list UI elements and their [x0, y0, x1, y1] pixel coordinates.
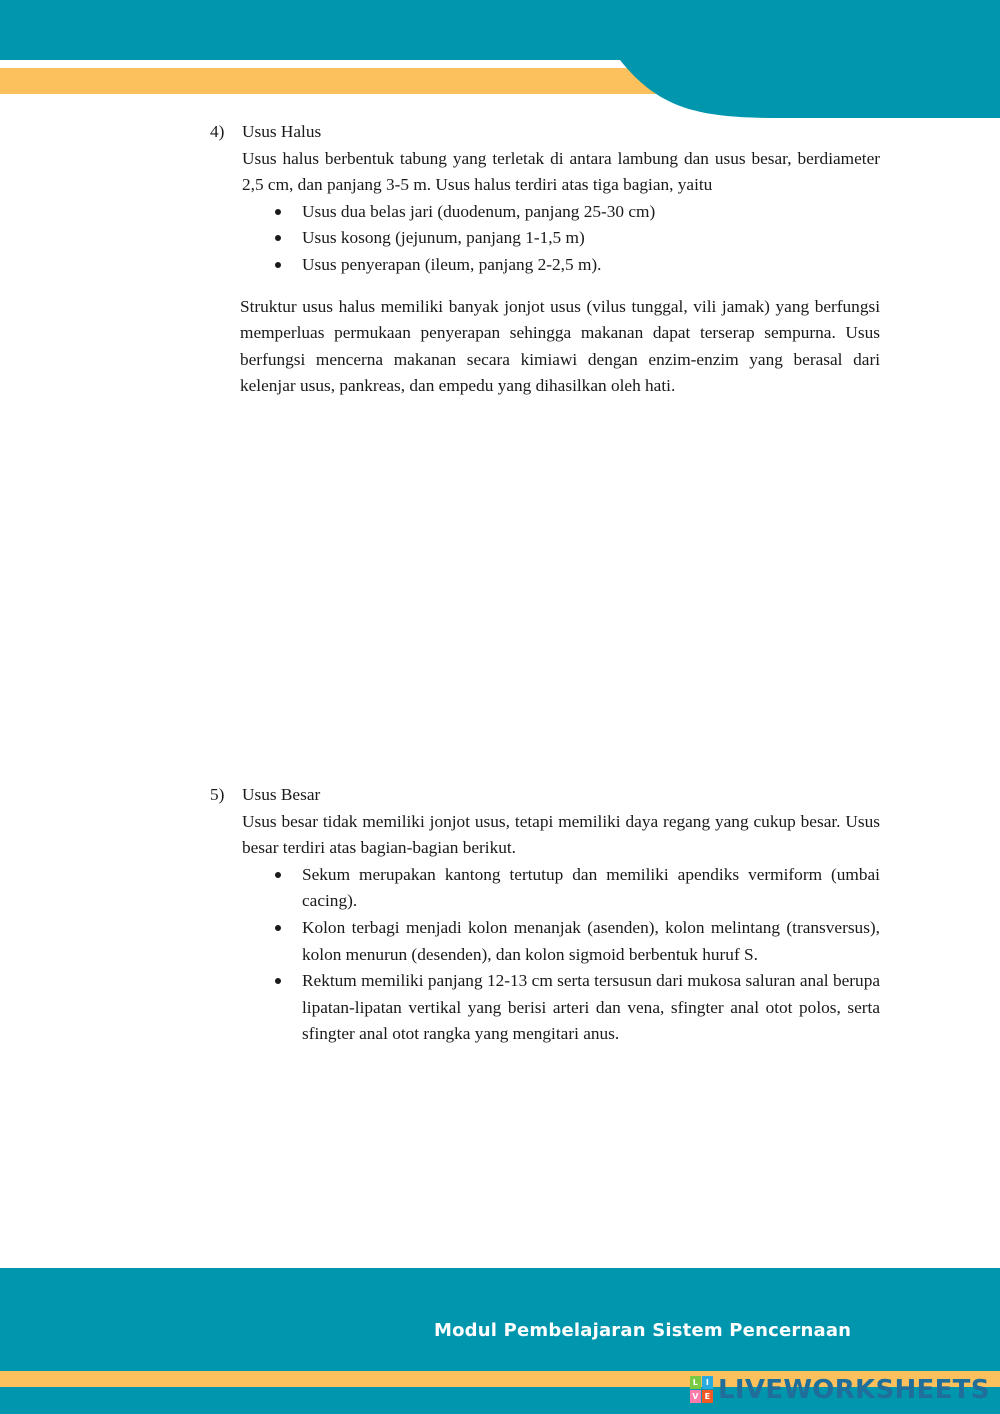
list-item: Rektum memiliki panjang 12-13 cm serta tersusun dari mukosa saluran anal berupa lipatan-lipatan vertikal yang berisi arteri dan vena, sfingter anal otot polos, serta sfingter anal otot rangka yang mengitari anus.	[302, 968, 880, 1048]
section-intro: Usus halus berbentuk tabung yang terletak di antara lambung dan usus besar, berdiameter 2,5 cm, dan panjang 3-5 m. Usus halus terdiri atas tiga bagian, yaitu	[242, 148, 880, 195]
liveworksheets-logo[interactable]	[690, 1373, 990, 1407]
list-item: Kolon terbagi menjadi kolon menanjak (asenden), kolon melintang (transversus), kolon menurun (desenden), dan kolon sigmoid berbentuk huruf S.	[302, 915, 880, 968]
section-usus-halus	[210, 119, 880, 400]
list-item: Sekum merupakan kantong tertutup dan memiliki apendiks vermiform (umbai cacing).	[302, 862, 880, 915]
list-item: Usus kosong (jejunum, panjang 1-1,5 m)	[302, 225, 880, 252]
bullet-list	[210, 862, 880, 1048]
section-title: Usus Besar	[242, 785, 321, 804]
footer-title: Modul Pembelajaran Sistem Pencernaan	[434, 1320, 852, 1341]
liveworksheets-text: LIVEWORKSHEETS	[718, 1375, 990, 1405]
header-decoration	[0, 0, 1000, 130]
section-title: Usus Halus	[242, 122, 322, 141]
bullet-list	[210, 199, 880, 279]
liveworksheets-mark-icon: L I V E	[690, 1376, 714, 1404]
section-usus-besar	[210, 782, 880, 1048]
list-item: Usus dua belas jari (duodenum, panjang 25-30 cm)	[302, 199, 880, 226]
section-number: 4)	[210, 122, 225, 141]
section-intro: Usus besar tidak memiliki jonjot usus, tetapi memiliki daya regang yang cukup besar. Usus besar terdiri atas bagian-bagian berikut.	[242, 811, 880, 858]
list-item: Usus penyerapan (ileum, panjang 2-2,5 m).	[302, 252, 880, 279]
section-heading	[210, 119, 880, 146]
section-heading	[210, 782, 880, 809]
section-paragraph: Struktur usus halus memiliki banyak jonjot usus (vilus tunggal, vili jamak) yang berfungsi memperluas permukaan penyerapan sehingga makanan dapat terserap sempurna. Usus berfungsi mencerna makanan secara kimiawi dengan enzim-enzim yang berasal dari kelenjar usus, pankreas, dan empedu yang dihasilkan oleh hati.	[240, 296, 880, 396]
section-number: 5)	[210, 785, 225, 804]
